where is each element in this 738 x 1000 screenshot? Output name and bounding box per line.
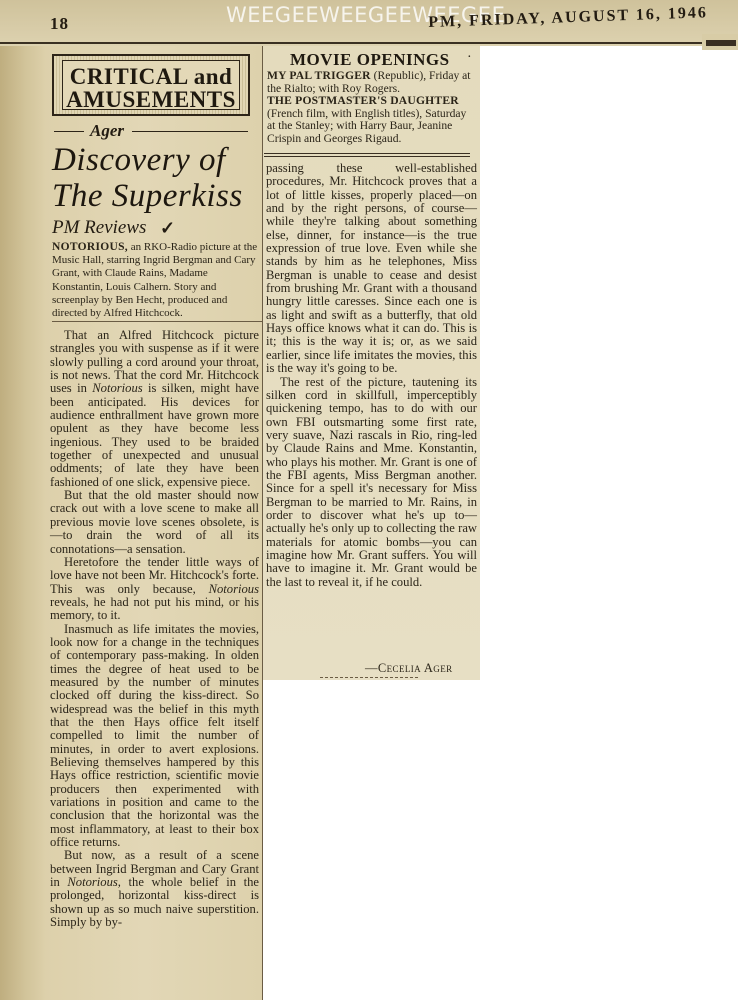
byline-row: [52, 121, 252, 141]
opening-details: (Republic), Friday at the Rialto; with Roy Rogers.: [267, 69, 471, 95]
column-heading-line-1: CRITICAL and: [69, 64, 233, 89]
checkmark-icon: ✓: [160, 218, 176, 238]
paragraph-text: is silken, might have been anticipated. His devices for audience enthrallment have grown more opulent as they have become less ingenious. They used to be braided together of unexpected and unusual oddments; of late they have been fashioned of one slick, expensive piece.: [50, 381, 259, 489]
film-credits-text: an RKO-Radio picture at the Music Hall, starring Ingrid Bergman and Cary Grant, with Claude Rains, Madame Konstantin, Louis Calhern. Story and screenplay by Ben Hecht, produced and directed by Alfred Hitchcock.: [52, 241, 258, 320]
newsprint-aged-edge: [0, 0, 46, 1000]
openings-rule: [264, 156, 470, 157]
column-heading-box: [52, 54, 250, 116]
signature-dash: —: [365, 661, 378, 675]
article-paragraph-2: But that the old master should now crack out with a love scene to make all previous movie love scenes obsolete, is—to drain the word of all its connotations—a sensation.: [50, 488, 259, 556]
openings-rule: [264, 153, 470, 154]
film-credits: [52, 241, 260, 320]
paragraph-text: Heretofore the tender little ways of love have not been Mr. Hitchcock's forte. This was only because,: [50, 554, 259, 596]
review-label: PM Reviews: [52, 217, 147, 238]
byline: Ager: [90, 121, 124, 140]
article-paragraph-7: The rest of the picture, tautening its silken cord in skillfull, imperceptibly quickening tempo, has to do with our own FBI outsmarting some first rate, very suave, Nazi rascals in Rio, ring-led by Claude Rains and Mme. Konstantin, who plays his mother. Mr. Grant is one of the FBI agents, Miss Bergman another. Since for a spell it's necessary for Miss Bergman to be married to Mr. Rains, in order to discover what he's up to—actually he's only up to collecting the raw materials for atomic bombs—you can imagine how Mr. Grant suffers. You will have to imagine it. Mr. Grant would be the last to reveal it, if he could.: [266, 374, 477, 589]
paragraph-text: reveals, he had not put his mind, or his memory, to it.: [50, 594, 259, 623]
article-column-left: [50, 329, 259, 929]
paragraph-text: the whole belief in the prolonged, horizontal kiss-direct is shown up as so much naive superstition. Simply by by-: [50, 875, 259, 930]
article-paragraph-5: [50, 849, 259, 929]
opening-title: MY PAL TRIGGER: [267, 69, 371, 82]
opening-details: (French film, with English titles), Saturday at the Stanley; with Harry Baur, Jeanine Crispin and Georges Rigaud.: [267, 106, 467, 145]
headline-line-2: The Superkiss: [52, 178, 243, 214]
article-paragraph-1: [50, 329, 259, 489]
byline-dash-right: [132, 131, 248, 132]
credits-rule: [52, 321, 262, 322]
author-name: Cecelia Ager: [377, 661, 453, 675]
article-paragraph-6: passing these well-established procedures, Mr. Hitchcock proves that a lot of little kisses, properly placed—on and by the right persons, of course—while they're talking about something else, dinner, for instance—is the true expression of true love. Even while she stands by him as he telephones, Miss Bergman is unable to cease and desist from brushing Mr. Grant with a thousand hungry little caresses. Since each one is as light and swift as a butterfly, that old Hays office knows what it can do. This is it; this is the way it is; or, as we said earlier, since life imitates the movies, this is the way it's going to be.: [266, 161, 477, 376]
column-heading-line-2: AMUSEMENTS: [66, 87, 236, 112]
movie-openings-heading: MOVIE OPENINGS: [290, 50, 450, 69]
author-signature: [365, 661, 453, 676]
film-title-italic: Notorious: [92, 381, 143, 396]
paragraph-text: But now, as a result of a scene between Ingrid Bergman and Cary Grant in: [50, 848, 259, 890]
film-title-italic: Notorious: [208, 581, 259, 596]
paragraph-text: That an Alfred Hitchcock picture strangles you with suspense as if it were slowly pulling a cord around your throat, is not news. That the cord Mr. Hitchcock uses in: [50, 328, 259, 396]
article-paragraph-4: Inasmuch as life imitates the movies, look now for a change in the techniques of contemporary pass-making. In olden times the degree of heat used to be measured by the number of minutes clocked off during the kiss-direct. So widespread was the belief in this myth that the then Hays office felt itself compelled to limit the number of minutes, in order to avert explosions. Believing themselves hampered by this Hays office restriction, scientific movie producers then experimented with variations in position and came to the conclusion that the horizontal was the most inflammatory, at least to their box office returns.: [50, 621, 259, 850]
film-title: NOTORIOUS,: [52, 241, 128, 253]
opening-item-1: [267, 70, 476, 95]
adjacent-page-bar: [706, 40, 736, 46]
end-rule: [320, 677, 418, 678]
watermark: WEEGEEWEEGEEWEEGEE: [226, 3, 506, 27]
bullet-dot-icon: ·: [467, 50, 472, 65]
film-title-italic: Notorious,: [67, 875, 121, 890]
column-divider: [262, 46, 263, 1000]
dateline: PM, FRIDAY, AUGUST 16, 1946: [428, 4, 709, 31]
byline-dash-left: [54, 131, 84, 132]
header-rule: [0, 42, 702, 44]
column-heading-inner: [62, 60, 240, 110]
page-number: 18: [50, 14, 69, 33]
headline-line-1: Discovery of: [52, 142, 226, 178]
opening-item-2: [267, 95, 476, 145]
article-column-mid: [266, 162, 477, 589]
article-paragraph-3: [50, 556, 259, 623]
opening-title: THE POSTMASTER'S DAUGHTER: [267, 94, 459, 107]
